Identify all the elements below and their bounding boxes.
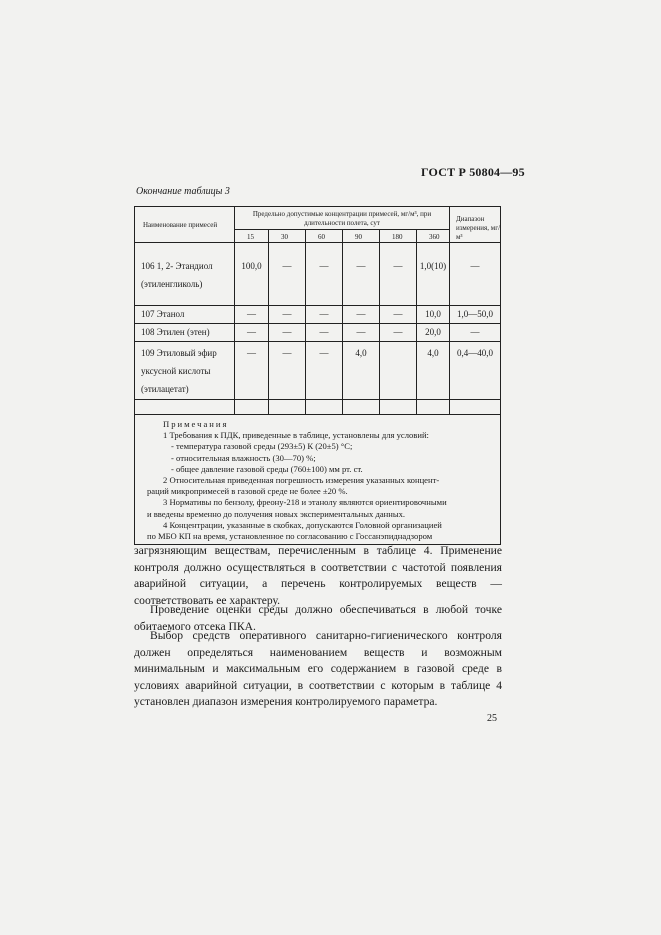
note-line: раций микропримесей в газовой среде не более ±20 %. [147, 486, 348, 497]
table-cell: — [306, 324, 343, 342]
substance-name: 108 Этилен (этен) [135, 324, 235, 342]
table-cell: — [380, 324, 417, 342]
note-line: 4 Концентрации, указанные в скобках, допускаются Головной организацией [163, 519, 442, 530]
table-cell: — [235, 324, 269, 342]
header-day: 360 [417, 229, 450, 242]
table-cell: 1,0(10) [417, 243, 450, 306]
note-line: - общее давление газовой среды (760±100) мм рт. ст. [171, 463, 363, 474]
notes-title: Примечания [163, 419, 229, 429]
page-number: 25 [487, 713, 497, 724]
substance-name [135, 342, 235, 400]
table-header-row [135, 207, 501, 230]
body-paragraph: загрязняющим веществам, перечисленным в таблице 4. Применение контроля должно осуществляться в соответствии с частотой появления аварийной ситуации, а перечень контролируемых веществ — соответствовать ее характеру. [134, 544, 502, 607]
note-line: 3 Нормативы по бензолу, фреону-218 и этанолу являются ориентировочными [163, 497, 447, 508]
table-cell: — [343, 243, 380, 306]
table-cell: — [343, 324, 380, 342]
table-cell: — [269, 306, 306, 324]
header-day: 15 [235, 229, 269, 242]
range-cell: 0,4—40,0 [450, 342, 501, 400]
substance-name: 107 Этанол [135, 306, 235, 324]
document-code: ГОСТ Р 50804—95 [421, 165, 525, 179]
header-pdk: Предельно допустимые концентрации примесей, мг/м³, при длительности полета, сут [235, 207, 450, 230]
header-day: 30 [269, 229, 306, 242]
table-cell: — [343, 306, 380, 324]
table-cell: — [269, 342, 306, 400]
substance-name-line: 106 1, 2- Этандиол [141, 261, 213, 271]
table-cell: 4,0 [343, 342, 380, 400]
note-line: и введены временно до получения новых экспериментальных данных. [147, 508, 406, 519]
table-cell: — [269, 324, 306, 342]
note-line: - температура газовой среды (293±5) К (20±5) °С; [171, 441, 353, 452]
substance-name-line: (этилацетат) [141, 384, 189, 394]
table-cell: — [306, 243, 343, 306]
substance-name-line: уксусной кислоты [141, 366, 211, 376]
body-paragraph: Проведение оценки среды должно обеспечиваться в любой точке обитаемого отсека ПКА. [134, 603, 502, 633]
substance-name-line: 109 Этиловый эфир [141, 348, 217, 358]
header-substance-name: Наименование примесей [135, 207, 235, 243]
table-notes [135, 415, 501, 545]
table-cell: — [306, 342, 343, 400]
note-line: по МБО КП на время, установленное по согласованию с Госсанэпиднадзором [147, 531, 433, 542]
substance-name-line: (этиленгликоль) [141, 279, 203, 289]
note-line: 1 Требования к ПДК, приведенные в таблице, установлены для условий: [163, 430, 429, 441]
table-row [135, 243, 501, 306]
table-cell: 100,0 [235, 243, 269, 306]
table-cell: 20,0 [417, 324, 450, 342]
body-paragraph: Выбор средств оперативного санитарно-гигиенического контроля должен определяться наименованием веществ и возможным минимальным и максимальным его содержанием в газовой среде в условиях аварийной ситуации, в соответствии с которым в таблице 4 установлен диапазон измерения контролируемого параметра. [134, 629, 502, 709]
header-day: 180 [380, 229, 417, 242]
table-cell: — [306, 306, 343, 324]
table-row [135, 306, 501, 324]
header-measurement-range: Диапазон измерения, мг/м³ [450, 207, 501, 243]
table-spacer-row [135, 400, 501, 415]
note-line: 2 Относительная приведенная погрешность измерения указанных концент- [163, 475, 440, 486]
note-line: - относительная влажность (30—70) %; [171, 452, 316, 463]
table-cell: — [235, 342, 269, 400]
header-day: 60 [306, 229, 343, 242]
table-cell: — [380, 306, 417, 324]
range-cell: 1,0—50,0 [450, 306, 501, 324]
table-cell: — [235, 306, 269, 324]
substance-name [135, 243, 235, 306]
table-row [135, 324, 501, 342]
range-cell: — [450, 243, 501, 306]
table-row [135, 342, 501, 400]
pdk-table [134, 206, 501, 545]
table-cell: 4,0 [417, 342, 450, 400]
table-cell: — [269, 243, 306, 306]
table-cell: — [380, 243, 417, 306]
table-cell: 10,0 [417, 306, 450, 324]
table-caption: Окончание таблицы 3 [136, 186, 230, 197]
table-notes-row [135, 415, 501, 545]
table-cell [380, 342, 417, 400]
header-day: 90 [343, 229, 380, 242]
range-cell: — [450, 324, 501, 342]
